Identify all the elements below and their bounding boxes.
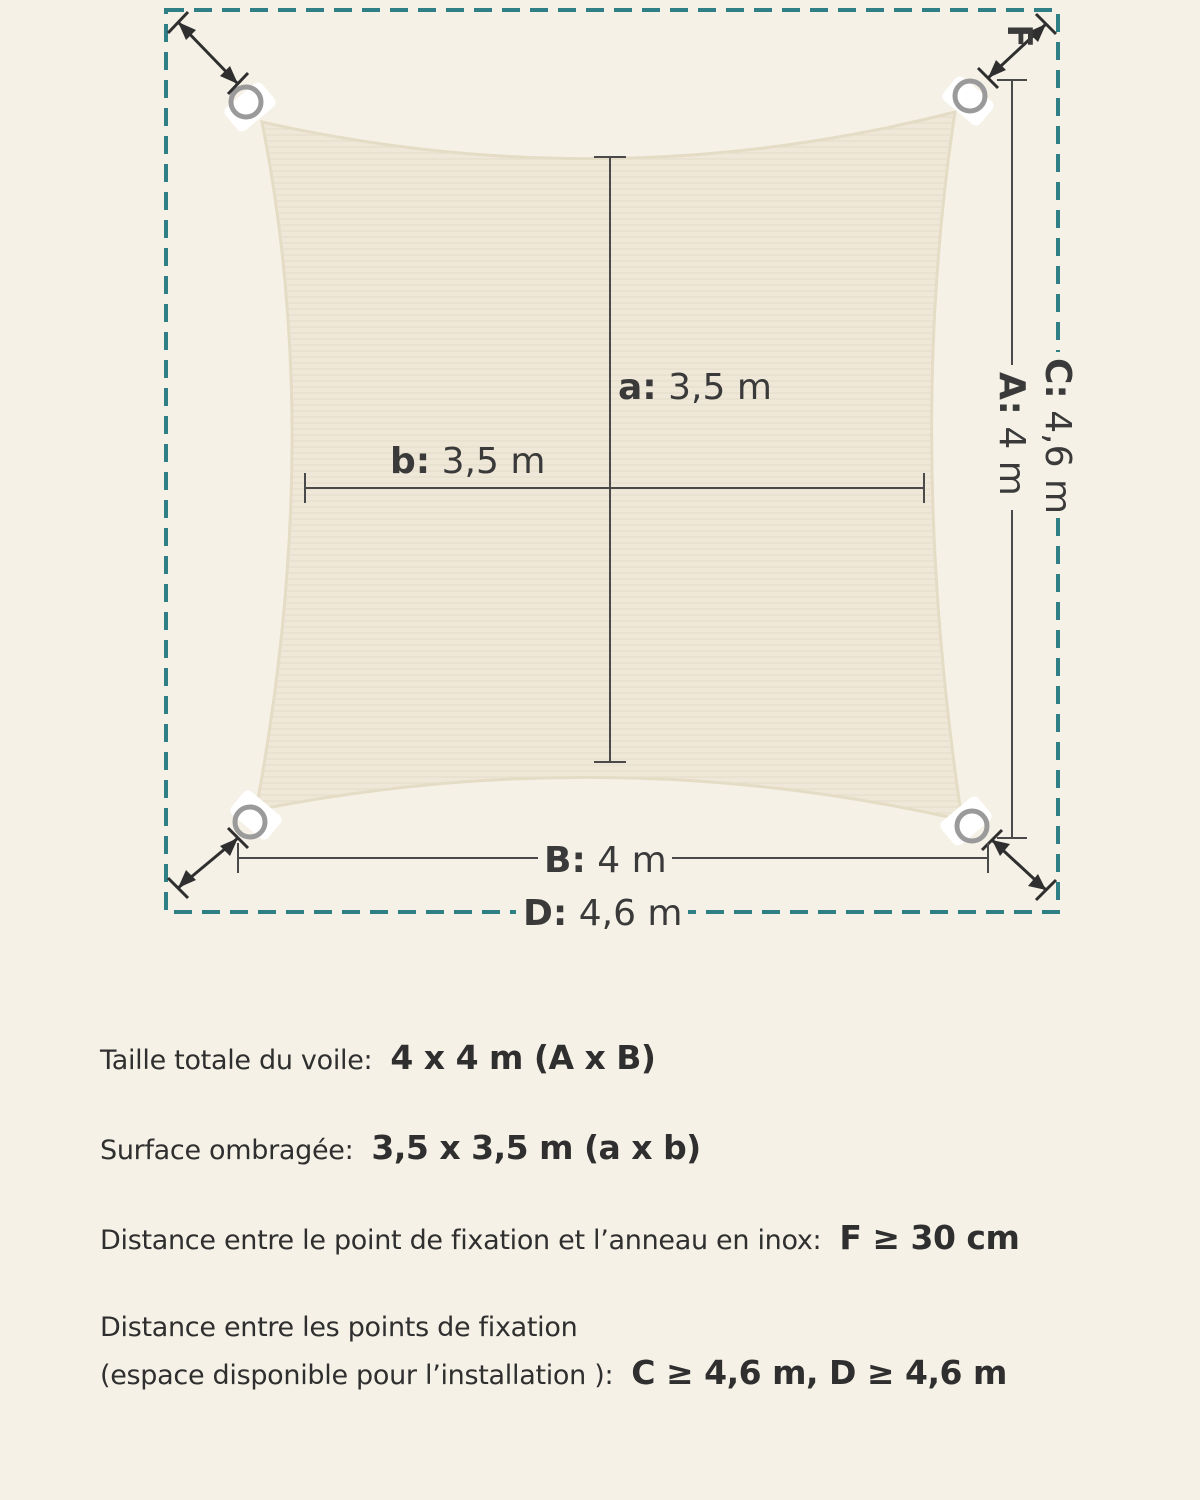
- dimension-B-label: B: 4 m: [544, 840, 667, 881]
- spec-total-size-value: 4 x 4 m (A x B): [390, 1038, 656, 1077]
- spec-installation-space: [100, 1312, 1007, 1392]
- dimension-b-label: b: 3,5 m: [390, 441, 546, 482]
- dimension-D-label: D: 4,6 m: [523, 893, 683, 934]
- spec-installation-space-label-2: (espace disponible pour l’installation ):: [100, 1360, 614, 1391]
- spec-installation-space-value: C ≥ 4,6 m, D ≥ 4,6 m: [631, 1353, 1007, 1392]
- dimension-A-label: A: 4 m: [991, 372, 1032, 496]
- dimension-a-label: a: 3,5 m: [618, 367, 772, 408]
- f-label: F: [999, 24, 1039, 48]
- spec-installation-space-label-1: Distance entre les points de fixation: [100, 1312, 578, 1343]
- spec-total-size-label: Taille totale du voile:: [100, 1045, 373, 1076]
- spec-fixing-distance-label: Distance entre le point de fixation et l’anneau en inox:: [100, 1225, 822, 1256]
- dimension-C-label: C: 4,6 m: [1037, 358, 1078, 515]
- spec-shaded-area: [100, 1128, 701, 1167]
- spec-fixing-distance: [100, 1218, 1019, 1257]
- spec-fixing-distance-value: F ≥ 30 cm: [839, 1218, 1020, 1257]
- spec-total-size: [100, 1038, 656, 1077]
- spec-shaded-area-label: Surface ombragée:: [100, 1135, 354, 1166]
- spec-shaded-area-value: 3,5 x 3,5 m (a x b): [371, 1128, 701, 1167]
